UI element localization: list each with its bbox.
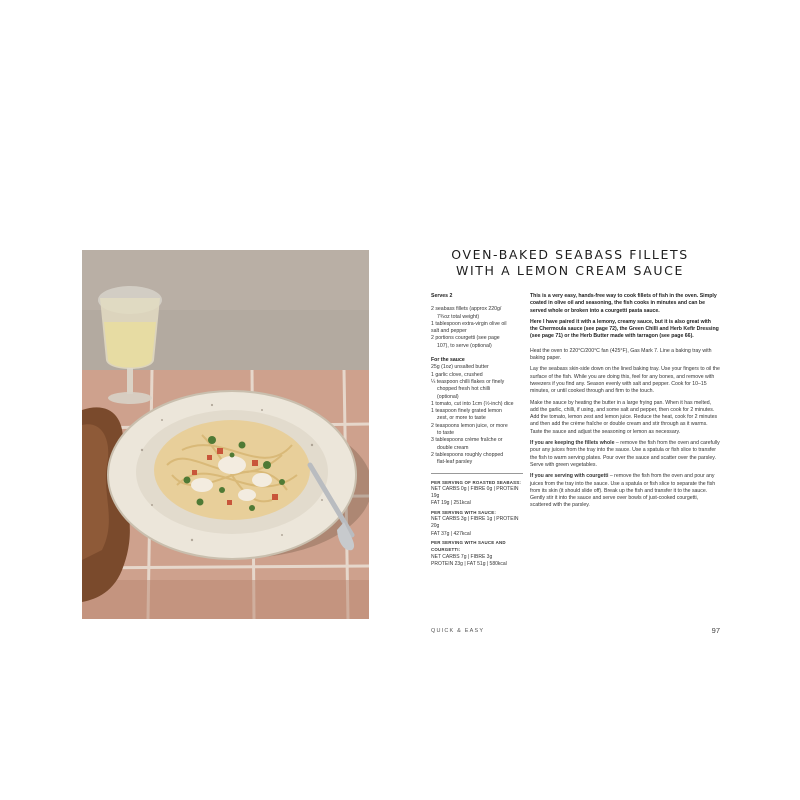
ingredient-line: salt and pepper [431, 328, 467, 335]
ingredient-line: 1 tablespoon extra-virgin olive oil [431, 320, 507, 327]
variation-paragraph [530, 473, 720, 509]
ingredients-column [431, 293, 523, 568]
ingredient-line: 2 portions courgetti (see page [431, 335, 500, 342]
ingredient-line: 2 tablespoons roughly chopped [431, 451, 504, 458]
ingredient-line: ¼ teaspoon chilli flakes or finely [431, 378, 505, 385]
dish-photo [82, 250, 369, 619]
ingredient-line: 1 tomato, cut into 1cm (½-inch) dice [431, 400, 514, 407]
ingredient-line: double cream [437, 444, 469, 451]
recipe-title-line-1: OVEN-BAKED SEABASS FILLETS [451, 247, 689, 262]
variation-lead: If you are serving with courgetti [530, 473, 609, 480]
nutrition-value: FAT 37g | 427kcal [431, 530, 471, 537]
nutrition-value: NET CARBS 0g | FIBRE 0g | PROTEIN 19g [431, 485, 519, 500]
method-step: Heat the oven to 220°C/200°C fan (425°F), Gas Mark 7. Line a baking tray with baking paper. [530, 347, 712, 362]
variation-text: – remove the fish from the oven and carefully pour any juices from the tray into the sauce. Use a spatula or fish slice to transfer the fish to warm serving plates. Pour over the sauce and scatter over the parsley. Serve with green vegetables. [530, 440, 720, 468]
ingredient-line: (optional) [437, 393, 459, 400]
ingredient-line: flat-leaf parsley [437, 459, 473, 466]
method-step: Make the sauce by heating the butter in a large frying pan. When it has melted, add the garlic, chilli, if using, and some salt and pepper, then cook for 2 minutes. Add the tomato, lemon zest and lemon juice. Reduce the heat, cook for 2 minutes and then add the crème fraîche or double cream and stir through as it warms. Taste the sauce and adjust the seasoning or lemon as necessary. [530, 399, 718, 435]
variation-lead: If you are keeping the fillets whole [530, 440, 615, 447]
serves-label: Serves 2 [431, 293, 453, 299]
ingredient-line: 25g (1oz) unsalted butter [431, 364, 489, 371]
nutrition-title: PER SERVING WITH SAUCE AND COURGETTI: [431, 539, 506, 553]
method-column [530, 293, 720, 514]
ingredients-sauce-list [431, 364, 523, 466]
page-number: 97 [711, 626, 720, 635]
sauce-heading: For the sauce [431, 357, 465, 364]
variation-paragraph [530, 440, 720, 469]
nutrition-block [431, 479, 523, 569]
divider [431, 473, 523, 474]
nutrition-value: FAT 19g | 251kcal [431, 500, 471, 507]
intro-paragraph: This is a very easy, hands-free way to cook fillets of fish in the oven. Simply coated in olive oil and seasoning, the fish cooks in minutes and can be served whole or broken into a courgetti pasta sauce. [530, 293, 717, 314]
intro-paragraph: Here I have paired it with a lemony, creamy sauce, but it is also great with the Chermoula sauce (see page 72), the Green Chilli and Herb Kefir Dressing (see page 71) or the Herb Butter made with tarragon (see page 66). [530, 318, 719, 340]
ingredient-line: 3 tablespoons crème fraîche or [431, 437, 503, 444]
ingredient-line: 7¾oz total weight) [437, 313, 480, 320]
nutrition-value: NET CARBS 3g | FIBRE 1g | PROTEIN 20g [431, 516, 519, 530]
ingredient-line: 107), to serve (optional) [437, 342, 492, 349]
ingredient-line: 2 teaspoons lemon juice, or more [431, 422, 508, 429]
method-step: Lay the seabass skin-side down on the lined baking tray. Use your fingers to oil the surface of the fish. While you are doing this, feel for any bones, and remove with tweezers if you find any. Season evenly with salt and pepper. Cook for 10–15 minutes, or until cooked through and firm to the touch. [530, 366, 720, 395]
nutrition-value: NET CARBS 7g | FIBRE 3g [431, 553, 493, 560]
ingredient-line: 2 seabass fillets (approx 220g/ [431, 306, 502, 313]
ingredients-main-list [431, 306, 523, 350]
ingredient-line: 1 garlic clove, crushed [431, 371, 483, 378]
ingredient-line: 1 teaspoon finely grated lemon [431, 408, 502, 415]
ingredient-line: to taste [437, 430, 455, 437]
nutrition-title: PER SERVING WITH SAUCE: [431, 509, 497, 515]
ingredient-line: chopped fresh hot chilli [437, 386, 491, 393]
nutrition-value: PROTEIN 23g | FAT 51g | 580kcal [431, 560, 507, 567]
recipe-title-line-2: WITH A LEMON CREAM SAUCE [456, 263, 684, 278]
section-footer: QUICK & EASY [431, 628, 485, 634]
nutrition-title: PER SERVING OF ROASTED SEABASS: [431, 479, 522, 485]
ingredient-line: zest, or more to taste [437, 415, 486, 422]
variation-text: – remove the fish from the oven and pour any juices from the tray into the sauce. Use a spatula or fish slice to separate the fish from its skin (it should slide off). Break up the fish and transfer it to the sauce. Gently stir it into the sauce and serve over bowls of just-cooked courgetti, scattered with the parsley. [530, 473, 716, 509]
